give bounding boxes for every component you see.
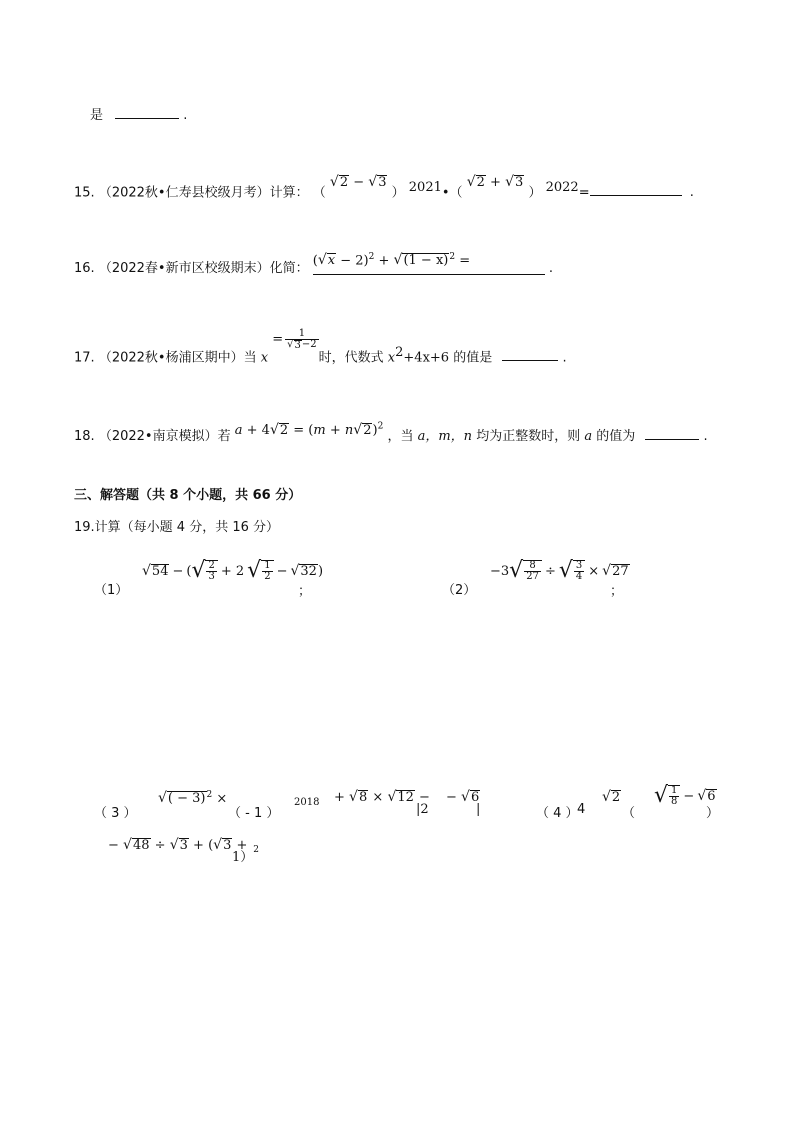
q19-part-3-paren: （ - 1 ） (228, 806, 280, 821)
sqrt-3-a: √ 3 (368, 174, 387, 191)
q17-variable: x (260, 350, 269, 366)
q17-answer-blank[interactable] (502, 348, 558, 361)
q15-source: （2022秋•仁寿县校级月考）计算： (98, 185, 309, 201)
q15-number: 15. (74, 185, 95, 201)
q19-part-3-radical: √ ( − 3) $^2$ × (158, 790, 228, 807)
q18-source: （2022•南京模拟）若 (98, 429, 231, 444)
q17-after: 时，代数式 (318, 350, 384, 366)
q15-paren-open-1: （ (312, 185, 326, 201)
q19-part-4-coef: 4 (577, 802, 586, 817)
q19-part-2-label: （2） (442, 583, 477, 598)
q17-source: （2022秋•杨浦区期中）当 (98, 350, 257, 366)
q15-dot: • (441, 185, 450, 201)
q15-equals: = (578, 185, 590, 201)
q16-end: . (548, 261, 554, 276)
q19-part-1-label: （1） (94, 583, 129, 598)
q19-part-2-expression: −3 √ $\frac{8}{27}$ ÷ √ $\frac{3}{4}$ × √ 27 (490, 558, 629, 583)
q15-exponent-1: 2021 (408, 180, 442, 195)
q15-exponent-2: 2022 (545, 180, 579, 195)
q18-answer-blank[interactable] (645, 427, 699, 440)
q19-part-2-end: ； (610, 584, 624, 599)
q17-number: 17. (74, 350, 95, 366)
q16-source: （2022春•新市区校级期末）化简： (98, 261, 309, 276)
q18-vars: a，m，n (417, 429, 473, 444)
q19-part-1-end: ； (298, 584, 312, 599)
q15-end: . (689, 185, 694, 201)
q15-paren-open-2: （ (449, 185, 463, 201)
sqrt-3-b: √ 3 (505, 174, 524, 191)
q19-part-3-exponent: 2018 (294, 797, 320, 808)
q19-part-3-label: （ 3 ） (94, 806, 137, 821)
q18-end: . (703, 429, 708, 444)
sqrt-2-a: √ 2 (329, 174, 349, 191)
q18-equation: a + 4 √ 2 = (m + n √ 2 )$^2$ (234, 421, 384, 438)
q19-header: 19.计算（每小题 4 分，共 16 分） (74, 520, 280, 535)
q17-value: = 1 √ 3 −2 (272, 327, 317, 351)
q19-part-3-rest: + √ 8 × √ 12 − (334, 789, 430, 805)
q18-tail: 的值为 (596, 429, 636, 444)
question-16 (74, 251, 554, 283)
q17-tail: 的值是 (453, 350, 493, 366)
q19-part-3-abs-close: | (476, 802, 481, 817)
q19-part-3-abs-inner: − √ 6 (446, 789, 480, 805)
q15-expr-1: √ 2 − √ 3 (329, 174, 387, 191)
q16-number: 16. (74, 261, 95, 276)
q19-part-4-inner: √ $\frac{1}{8}$ − √ 6 (654, 783, 716, 808)
q18-number: 18. (74, 429, 95, 444)
q15-paren-close-1: ） (391, 185, 405, 201)
q19-part-3-abs-open: |2 (416, 802, 429, 817)
q14-answer-blank[interactable] (115, 106, 179, 119)
q19-part-4-line2-end: 1）$^2$ (232, 844, 260, 865)
question-15 (74, 174, 694, 201)
q14-end: . (183, 108, 188, 123)
q16-expression: ( √ x − 2)$^2$ + √ (1 − x) $^2$ = (313, 252, 545, 275)
question-17: 17. （2022秋•杨浦区期中）当 x = 1 √ 3 −2 时，代数式 $x^2+4x+6$ 的值是 . (74, 327, 567, 366)
q19-part-4-paren-close: ） (706, 806, 720, 821)
q19-part-4-paren-open: （ (622, 806, 636, 821)
question-18: 18. （2022•南京模拟）若 a + 4 √ 2 = (m + n √ 2 )$^2$ ，当 a，m，n 均为正整数时，则 a 的值为 . (74, 421, 708, 444)
q19-part-4-label: （ 4 ） (536, 806, 579, 821)
sqrt-2-b: √ 2 (466, 174, 485, 191)
q19-part-4-sqrt2: √ 2 (602, 789, 621, 805)
q14-tail (90, 104, 187, 123)
q19-part-1-expression: √ 54 − ( √ $\frac{2}{3}$ + 2 √ $\frac{1}{2}$ − √ 32 ) (142, 558, 324, 583)
section-3-title: 三、解答题（共 8 个小题，共 66 分） (74, 488, 302, 503)
q15-answer-blank[interactable] (590, 183, 682, 196)
q15-expr-2: √ 2 + √ 3 (466, 174, 524, 191)
q15-paren-close-2: ） (528, 185, 542, 201)
q14-prefix: 是 (90, 108, 104, 123)
q19-part-4-line2: − √ 48 ÷ √ 3 + ( √ 3 + (108, 837, 248, 853)
q17-end: . (562, 350, 567, 366)
